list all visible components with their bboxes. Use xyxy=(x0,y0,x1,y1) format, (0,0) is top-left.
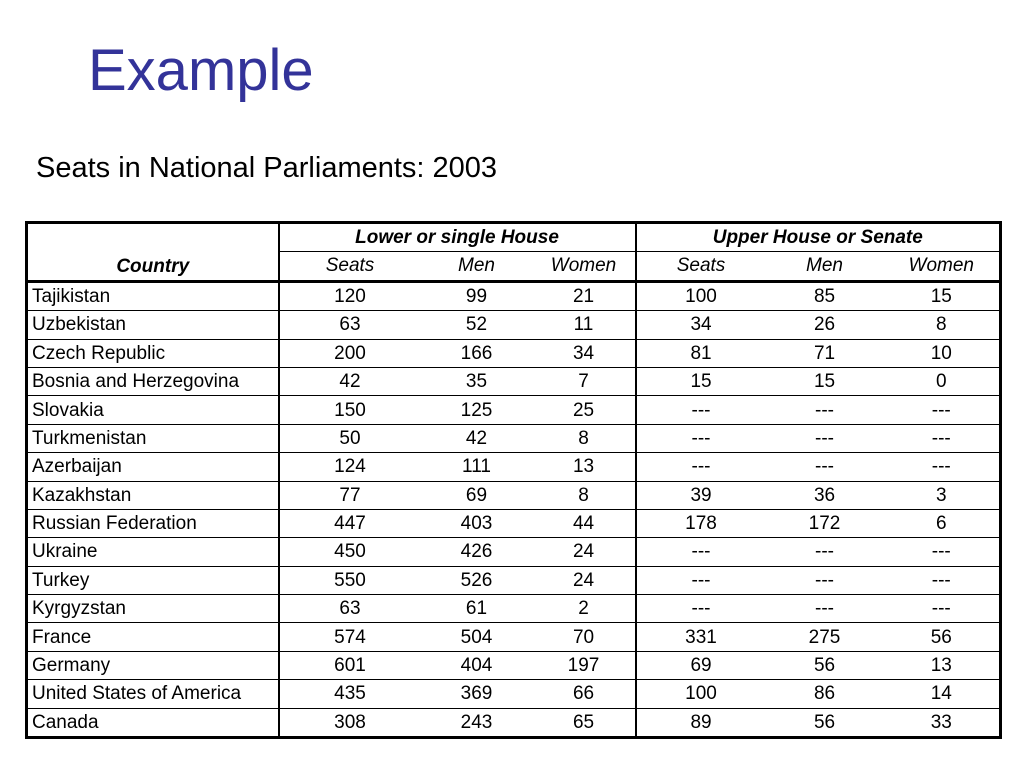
table-row xyxy=(27,311,1001,339)
lower-men-cell: 526 xyxy=(421,566,533,594)
lower-seats-header: Seats xyxy=(279,252,421,281)
country-cell: Bosnia and Herzegovina xyxy=(27,367,279,395)
upper-seats-cell: 178 xyxy=(636,509,766,537)
lower-men-cell: 504 xyxy=(421,623,533,651)
lower-seats-cell: 77 xyxy=(279,481,421,509)
lower-men-cell: 426 xyxy=(421,538,533,566)
upper-house-header: Upper House or Senate xyxy=(636,223,1001,252)
lower-men-cell: 61 xyxy=(421,595,533,623)
country-cell: Azerbaijan xyxy=(27,453,279,481)
country-cell: Turkmenistan xyxy=(27,424,279,452)
upper-seats-cell: --- xyxy=(636,595,766,623)
table-header-group-row xyxy=(27,223,1001,252)
upper-seats-cell: 69 xyxy=(636,651,766,679)
upper-women-cell: 3 xyxy=(884,481,1001,509)
upper-men-header: Men xyxy=(766,252,884,281)
upper-women-cell: --- xyxy=(884,566,1001,594)
lower-men-cell: 111 xyxy=(421,453,533,481)
country-cell: United States of America xyxy=(27,680,279,708)
upper-seats-cell: --- xyxy=(636,566,766,594)
upper-men-cell: 71 xyxy=(766,339,884,367)
lower-men-cell: 35 xyxy=(421,367,533,395)
upper-men-cell: 172 xyxy=(766,509,884,537)
upper-seats-cell: 100 xyxy=(636,680,766,708)
table-row xyxy=(27,396,1001,424)
lower-men-cell: 403 xyxy=(421,509,533,537)
lower-house-header: Lower or single House xyxy=(279,223,636,252)
table-row xyxy=(27,424,1001,452)
upper-men-cell: --- xyxy=(766,396,884,424)
lower-seats-cell: 63 xyxy=(279,595,421,623)
table-row xyxy=(27,281,1001,310)
upper-men-cell: 56 xyxy=(766,651,884,679)
country-cell: Ukraine xyxy=(27,538,279,566)
upper-seats-cell: 39 xyxy=(636,481,766,509)
lower-men-cell: 99 xyxy=(421,281,533,310)
lower-seats-cell: 50 xyxy=(279,424,421,452)
upper-seats-cell: 81 xyxy=(636,339,766,367)
table-row xyxy=(27,708,1001,737)
upper-men-cell: 15 xyxy=(766,367,884,395)
table-row xyxy=(27,623,1001,651)
upper-women-cell: --- xyxy=(884,595,1001,623)
table-row xyxy=(27,339,1001,367)
lower-women-cell: 8 xyxy=(533,424,636,452)
table-row xyxy=(27,651,1001,679)
table-row xyxy=(27,509,1001,537)
upper-men-cell: 85 xyxy=(766,281,884,310)
upper-women-cell: --- xyxy=(884,396,1001,424)
upper-women-cell: 6 xyxy=(884,509,1001,537)
lower-seats-cell: 550 xyxy=(279,566,421,594)
upper-women-cell: 0 xyxy=(884,367,1001,395)
table-row xyxy=(27,680,1001,708)
slide-subtitle: Seats in National Parliaments: 2003 xyxy=(36,152,498,184)
upper-men-cell: 26 xyxy=(766,311,884,339)
lower-seats-cell: 120 xyxy=(279,281,421,310)
lower-women-cell: 66 xyxy=(533,680,636,708)
upper-women-cell: 8 xyxy=(884,311,1001,339)
upper-seats-cell: --- xyxy=(636,424,766,452)
upper-men-cell: --- xyxy=(766,538,884,566)
lower-men-cell: 125 xyxy=(421,396,533,424)
upper-women-cell: --- xyxy=(884,424,1001,452)
upper-women-cell: 10 xyxy=(884,339,1001,367)
upper-women-cell: 33 xyxy=(930,711,952,733)
lower-seats-cell: 601 xyxy=(279,651,421,679)
upper-seats-cell: 34 xyxy=(636,311,766,339)
lower-women-cell: 197 xyxy=(533,651,636,679)
table-row xyxy=(27,566,1001,594)
upper-seats-cell: 100 xyxy=(636,281,766,310)
upper-men-cell: 56 xyxy=(813,711,836,733)
lower-women-cell: 44 xyxy=(533,509,636,537)
upper-women-header: Women xyxy=(884,252,1001,281)
lower-women-cell: 25 xyxy=(533,396,636,424)
upper-men-cell: --- xyxy=(766,595,884,623)
upper-women-cell: --- xyxy=(884,538,1001,566)
country-cell: Kazakhstan xyxy=(27,481,279,509)
upper-men-cell: 275 xyxy=(766,623,884,651)
lower-seats-cell: 574 xyxy=(279,623,421,651)
lower-women-cell: 8 xyxy=(533,481,636,509)
lower-men-cell: 243 xyxy=(460,711,493,733)
upper-seats-cell: 331 xyxy=(636,623,766,651)
upper-women-cell: --- xyxy=(884,453,1001,481)
country-cell: Turkey xyxy=(27,566,279,594)
table-row xyxy=(27,481,1001,509)
upper-seats-cell: 89 xyxy=(690,711,712,733)
lower-women-cell: 24 xyxy=(533,566,636,594)
upper-men-cell: 86 xyxy=(766,680,884,708)
lower-men-cell: 404 xyxy=(421,651,533,679)
lower-men-cell: 69 xyxy=(421,481,533,509)
lower-women-cell: 7 xyxy=(533,367,636,395)
upper-men-cell: --- xyxy=(766,453,884,481)
upper-men-cell: --- xyxy=(766,424,884,452)
country-cell: Uzbekistan xyxy=(27,311,279,339)
country-cell: Russian Federation xyxy=(27,509,279,537)
lower-women-cell: 21 xyxy=(533,281,636,310)
lower-women-cell: 34 xyxy=(533,339,636,367)
country-column-header: Country xyxy=(27,223,279,282)
parliament-seats-table xyxy=(25,221,1002,739)
upper-seats-cell: --- xyxy=(636,396,766,424)
lower-seats-cell: 150 xyxy=(279,396,421,424)
country-cell: Slovakia xyxy=(27,396,279,424)
upper-seats-cell: 15 xyxy=(636,367,766,395)
lower-seats-cell: 308 xyxy=(334,711,366,733)
upper-seats-cell: --- xyxy=(636,538,766,566)
table-row xyxy=(27,595,1001,623)
country-cell: Czech Republic xyxy=(27,339,279,367)
country-cell: Germany xyxy=(27,651,279,679)
lower-men-cell: 166 xyxy=(421,339,533,367)
upper-women-cell: 13 xyxy=(884,651,1001,679)
lower-seats-cell: 63 xyxy=(279,311,421,339)
upper-seats-cell: --- xyxy=(636,453,766,481)
lower-women-cell: 11 xyxy=(533,311,636,339)
upper-women-cell: 14 xyxy=(884,680,1001,708)
lower-women-cell: 65 xyxy=(533,708,636,737)
lower-women-cell: 2 xyxy=(533,595,636,623)
lower-women-cell: 24 xyxy=(533,538,636,566)
upper-women-cell: 15 xyxy=(884,281,1001,310)
table-row xyxy=(27,367,1001,395)
table-row xyxy=(27,538,1001,566)
lower-seats-cell: 124 xyxy=(279,453,421,481)
upper-men-cell: 36 xyxy=(766,481,884,509)
lower-seats-cell: 42 xyxy=(279,367,421,395)
table-row xyxy=(27,453,1001,481)
lower-women-cell: 70 xyxy=(533,623,636,651)
lower-seats-cell: 447 xyxy=(279,509,421,537)
lower-seats-cell: 450 xyxy=(279,538,421,566)
lower-women-header: Women xyxy=(533,252,636,281)
upper-women-cell: 56 xyxy=(884,623,1001,651)
lower-men-header: Men xyxy=(421,252,533,281)
upper-men-cell: --- xyxy=(766,566,884,594)
table-body xyxy=(27,281,1001,737)
country-cell: Kyrgyzstan xyxy=(27,595,279,623)
upper-seats-header: Seats xyxy=(636,252,766,281)
lower-seats-cell: 200 xyxy=(279,339,421,367)
country-cell: Tajikistan xyxy=(27,281,279,310)
lower-seats-cell: 435 xyxy=(279,680,421,708)
country-cell: Canada xyxy=(27,708,279,737)
lower-men-cell: 42 xyxy=(421,424,533,452)
lower-women-cell: 13 xyxy=(533,453,636,481)
lower-men-cell: 52 xyxy=(421,311,533,339)
country-cell: France xyxy=(27,623,279,651)
slide-title: Example xyxy=(88,38,314,103)
lower-men-cell: 369 xyxy=(421,680,533,708)
